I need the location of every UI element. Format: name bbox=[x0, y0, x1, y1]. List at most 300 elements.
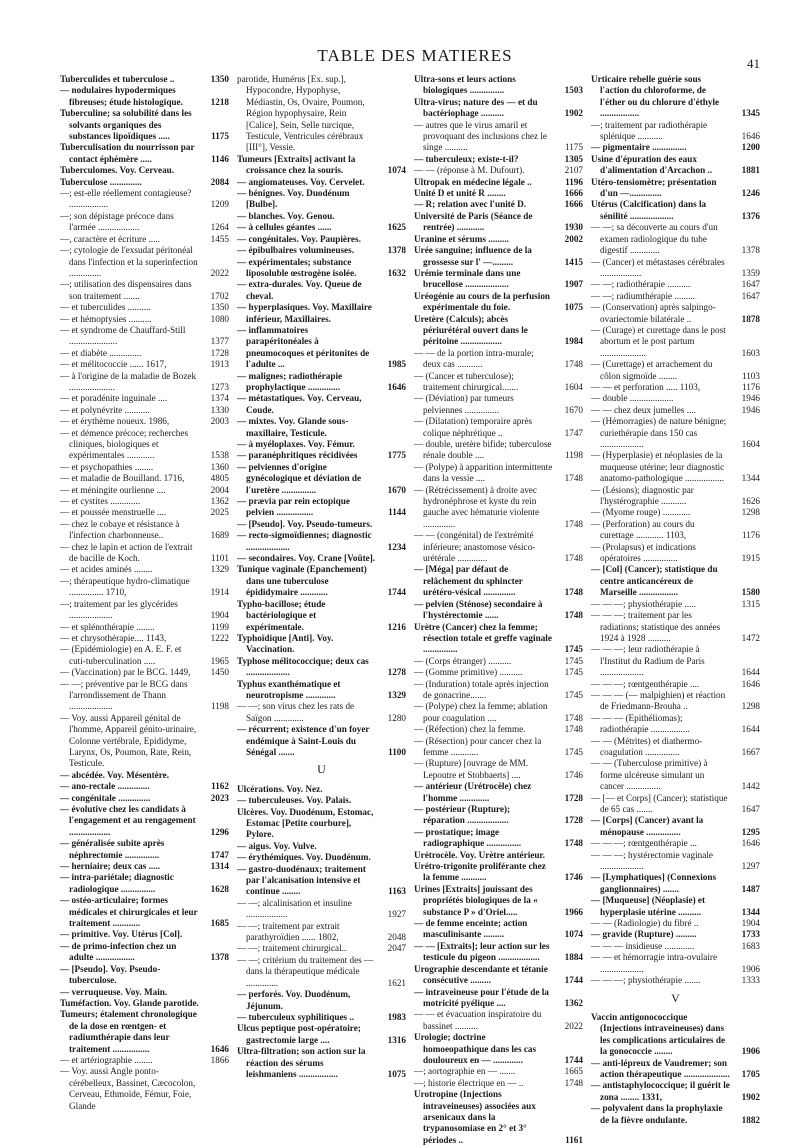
index-entry bbox=[237, 724, 406, 758]
entry-page: 1075 bbox=[387, 1068, 406, 1079]
index-entry bbox=[60, 929, 229, 940]
entry-page: 1298 bbox=[741, 701, 760, 712]
entry-page: 1646 bbox=[210, 1043, 229, 1054]
index-entry bbox=[237, 371, 406, 394]
section-letter: V bbox=[671, 990, 680, 1005]
index-entry bbox=[237, 177, 406, 188]
entry-page: 1305 bbox=[564, 153, 583, 164]
index-entry bbox=[414, 964, 583, 987]
entry-page: 1280 bbox=[387, 712, 406, 723]
entry-text: Ulcérations. Voy. Nez. bbox=[237, 783, 323, 794]
index-entry bbox=[60, 177, 229, 188]
entry-page: 1902 bbox=[741, 1091, 760, 1102]
entry-text: Utéro-tensiomètre; présentation d'un —.............. bbox=[591, 176, 717, 199]
entry-text: — gravide (Rupture) ......... bbox=[591, 929, 697, 940]
index-entry bbox=[591, 416, 760, 450]
entry-text: Urémie terminale dans une brucellose ................... bbox=[414, 267, 521, 290]
index-entry bbox=[414, 439, 583, 462]
entry-text: — (Rupture) [ouvrage de MM. Lepoutre et Stobbaerts] .... bbox=[414, 758, 529, 780]
entry-text: — (Curettage) et arrachement du côlon sigmoïde ........ bbox=[591, 359, 713, 381]
entry-text: Ultra-virus; nature des — et du bactériophage .......... bbox=[414, 96, 538, 119]
index-entry bbox=[60, 393, 229, 404]
index-entry bbox=[414, 622, 583, 656]
index-entry bbox=[414, 701, 583, 724]
index-entry bbox=[414, 177, 583, 188]
index-entry bbox=[60, 234, 229, 245]
entry-page: 1984 bbox=[564, 336, 583, 347]
index-entry bbox=[60, 838, 229, 861]
index-entry bbox=[591, 302, 760, 325]
entry-text: —; aortographie en — ....... bbox=[414, 1066, 516, 1077]
index-entry bbox=[60, 941, 229, 964]
entry-text: — [Lymphatiques] (Connexions ganglionnaires) ....... bbox=[591, 872, 717, 894]
entry-page: 2003 bbox=[210, 416, 229, 427]
entry-page: 1702 bbox=[210, 290, 229, 301]
index-entry bbox=[237, 943, 406, 954]
entry-text: — prostatique; image radiographique ............... bbox=[414, 826, 522, 849]
index-entry bbox=[414, 804, 583, 827]
entry-page: 1316 bbox=[387, 1034, 406, 1045]
entry-text: — secondaires. Voy. Crane [Voûte]. bbox=[237, 553, 376, 564]
index-entry bbox=[237, 279, 406, 302]
entry-page: 1647 bbox=[741, 804, 760, 814]
index-entry bbox=[414, 1032, 583, 1066]
index-entry bbox=[237, 599, 406, 633]
entry-text: Usine d'épuration des eaux d'alimentation d'Arcachon .. bbox=[591, 153, 713, 176]
index-entry bbox=[414, 1009, 583, 1032]
index-entry bbox=[60, 462, 229, 473]
index-entry bbox=[591, 952, 760, 975]
entry-page: 1748 bbox=[564, 838, 583, 849]
entry-text: — à cellules géantes ...... bbox=[237, 222, 332, 233]
index-entry bbox=[237, 679, 406, 702]
entry-text: — — (Tuberculose primitive) à forme ulcéreuse simulant un cancer ............... bbox=[591, 758, 708, 792]
entry-page: 1472 bbox=[741, 632, 760, 643]
entry-text: — [Méga] par défaut de relâchement du sphincter urétéro-vésical .............. bbox=[414, 564, 523, 598]
entry-text: Tuberculine; sa solubilité dans les solvants organiques des substances lipoïdiques ..... bbox=[60, 108, 192, 142]
entry-text: Urétrocèle. Voy. Urètre antérieur. bbox=[414, 849, 545, 860]
entry-text: — (Induration) totale après injection de gonacrine....... bbox=[414, 678, 549, 700]
index-entry bbox=[237, 245, 406, 256]
index-entry bbox=[414, 736, 583, 759]
entry-text: — Voy. aussi Appareil génital de l'homme, Appareil génito-urinaire, Colonne vertébrale, Epididyme, Larynx, Os, Poumon, Rate, Rein, Testicule. bbox=[60, 712, 197, 769]
index-entry bbox=[414, 211, 583, 234]
index-entry bbox=[414, 371, 583, 394]
index-entry bbox=[591, 142, 760, 153]
entry-text: — — et hémorragie intra-ovulaire ................... bbox=[591, 952, 718, 974]
entry-page: 1603 bbox=[741, 347, 760, 358]
entry-text: — extra-durales. Voy. Queue de cheval. bbox=[237, 279, 362, 301]
entry-page: 1744 bbox=[387, 587, 406, 598]
index-entry bbox=[237, 807, 406, 841]
entry-text: — métastatiques. Voy. Cerveau, Coude. bbox=[237, 393, 362, 415]
index-entry bbox=[591, 1012, 760, 1058]
entry-text: — et hémoptysies .......... bbox=[60, 313, 152, 324]
entry-page: 1100 bbox=[388, 746, 406, 757]
entry-text: Urétro-trigonite proliférante chez la femme ........... bbox=[414, 861, 546, 883]
entry-page: 1209 bbox=[210, 199, 229, 210]
entry-text: — double ................... bbox=[591, 393, 674, 404]
entry-text: — inflammatoires parapéritonéales à pneumocoques et péritonites de l'adulte ... bbox=[237, 324, 370, 370]
index-entry bbox=[60, 245, 229, 279]
index-entry bbox=[60, 987, 229, 998]
entry-page: 1360 bbox=[210, 461, 229, 472]
index-entry bbox=[414, 1078, 583, 1089]
entry-text: — R; relation avec l'unité D. bbox=[414, 199, 527, 210]
entry-page: 1198 bbox=[210, 701, 229, 712]
index-entry bbox=[591, 895, 760, 918]
entry-text: — et cystites ............. bbox=[60, 496, 141, 507]
entry-page: 1329 bbox=[387, 689, 406, 700]
entry-text: — (Curage) et curettage dans le post abortum et le post partum .................... bbox=[591, 324, 726, 358]
entry-text: — (Gomme primitive) .......... bbox=[414, 667, 523, 678]
entry-text: — (Myome rouge) ............ bbox=[591, 507, 691, 518]
index-entry bbox=[237, 188, 406, 211]
entry-text: — et polynévrite ........... bbox=[60, 404, 150, 415]
entry-page: 1628 bbox=[210, 883, 229, 894]
index-entry bbox=[414, 599, 583, 622]
index-entry bbox=[237, 701, 406, 724]
entry-page: 1748 bbox=[564, 724, 583, 735]
index-entry bbox=[237, 898, 406, 921]
entry-page: 1161 bbox=[565, 1134, 583, 1145]
entry-text: — et syndrome de Chauffard-Still ..................... bbox=[60, 324, 186, 347]
index-entry bbox=[414, 530, 583, 564]
index-entry bbox=[60, 359, 229, 370]
entry-page: 1745 bbox=[564, 667, 583, 678]
page-header bbox=[70, 34, 760, 71]
index-entry bbox=[237, 955, 406, 989]
entry-page: 1748 bbox=[564, 1077, 583, 1088]
page-title: TABLE DES MATIERES bbox=[317, 46, 513, 65]
index-entry bbox=[237, 795, 406, 806]
entry-page: 1198 bbox=[564, 450, 583, 461]
index-entry bbox=[414, 314, 583, 348]
entry-text: Typhose mélitococcique; deux cas ................... bbox=[237, 655, 369, 678]
entry-text: Urticaire rebelle guérie sous l'action du chloroforme, de l'éther ou du chlorure d'éthyle ................. bbox=[591, 74, 720, 119]
entry-page: 1344 bbox=[741, 473, 760, 484]
entry-page: 1882 bbox=[741, 1114, 760, 1125]
index-entry bbox=[237, 211, 406, 222]
entry-page: 1644 bbox=[741, 724, 760, 735]
entry-text: — perforés. Voy. Duodénum, Jéjunum. bbox=[237, 989, 351, 1011]
index-entry bbox=[591, 485, 760, 508]
entry-page: 1350 bbox=[210, 74, 229, 84]
entry-text: — ano-rectale .............. bbox=[60, 781, 150, 792]
entry-text: — —; traitement chirurgical.. bbox=[237, 943, 347, 954]
index-entry bbox=[414, 861, 583, 884]
index-entry bbox=[60, 211, 229, 234]
entry-text: — prævia par rein ectopique pelvien ................ bbox=[237, 496, 350, 518]
entry-page: 1748 bbox=[564, 553, 583, 564]
index-entry bbox=[237, 74, 406, 154]
entry-page: 1455 bbox=[210, 233, 229, 244]
index-entry bbox=[591, 1058, 760, 1081]
entry-text: — — — (Epithéliomas); radiothérapie ................. bbox=[591, 712, 690, 735]
entry-text: Typhoïdique [Anti]. Voy. Vaccination. bbox=[237, 632, 334, 655]
entry-text: — et chrysothérapie.... 1143, bbox=[60, 632, 167, 643]
entry-text: Tuberculomes. Voy. Cerveau. bbox=[60, 165, 175, 176]
index-entry bbox=[414, 1066, 583, 1077]
entry-page: 1374 bbox=[210, 393, 229, 404]
index-entry bbox=[414, 667, 583, 678]
index-entry bbox=[591, 850, 760, 873]
index-entry bbox=[60, 1066, 229, 1112]
entry-text: Tuberculides et tuberculose .. bbox=[60, 74, 175, 84]
entry-page: 1103 bbox=[741, 370, 760, 381]
entry-text: — herniaire; deux cas ..... bbox=[60, 861, 161, 872]
entry-page: 1667 bbox=[741, 746, 760, 757]
index-entry bbox=[591, 74, 760, 120]
entry-page: 1442 bbox=[741, 781, 760, 792]
entry-page: 1632 bbox=[387, 267, 406, 278]
entry-text: — double, uretère bifide; tuberculose rénale double .... bbox=[414, 439, 552, 461]
index-entry bbox=[60, 770, 229, 781]
entry-page: 1878 bbox=[741, 313, 760, 324]
entry-page: 1906 bbox=[741, 1046, 760, 1057]
entry-text: Tumeurs [Extraits] activant la croissance chez la souris. bbox=[237, 153, 356, 176]
entry-page: 1775 bbox=[387, 450, 406, 461]
entry-text: —; historie électrique en — .. bbox=[414, 1077, 524, 1088]
entry-text: — aigus. Voy. Vulve. bbox=[237, 840, 317, 851]
entry-page: 1983 bbox=[387, 1011, 406, 1022]
entry-page: 1295 bbox=[741, 826, 760, 837]
entry-text: — et acides aminés ........ bbox=[60, 564, 153, 575]
entry-page: 1176 bbox=[741, 530, 760, 541]
entry-page: 1966 bbox=[564, 906, 583, 917]
entry-text: — — —; physiothérapie ....... bbox=[591, 975, 701, 986]
entry-text: — — et perforation ..... 1103, bbox=[591, 381, 701, 392]
entry-text: — — de la portion intra-murale; deux cas ........... bbox=[414, 347, 534, 370]
index-entry bbox=[414, 724, 583, 735]
entry-text: — et érythème noueux. 1986, bbox=[60, 416, 170, 427]
index-entry bbox=[237, 450, 406, 461]
entry-text: — érythémiques. Voy. Duodénum. bbox=[237, 852, 371, 863]
entry-page: 1329 bbox=[210, 564, 229, 575]
index-entry bbox=[591, 599, 760, 610]
entry-page: 1376 bbox=[741, 210, 760, 221]
index-entry bbox=[591, 758, 760, 792]
index-entry bbox=[414, 564, 583, 598]
entry-text: — — et évacuation inspiratoire du bassinet .......... bbox=[414, 1009, 542, 1031]
index-entry bbox=[414, 165, 583, 176]
index-entry bbox=[414, 884, 583, 918]
index-entry bbox=[414, 416, 583, 439]
entry-text: — et tuberculides .......... bbox=[60, 302, 151, 313]
entry-text: Tuberculisation du nourrisson par contact éphémère ..... bbox=[60, 142, 195, 164]
entry-page: 1647 bbox=[741, 279, 760, 290]
entry-page: 1665 bbox=[564, 1066, 583, 1077]
entry-text: — —; radiothérapie .......... bbox=[591, 279, 691, 290]
entry-text: Utérus (Calcification) dans la sénilité ................... bbox=[591, 199, 707, 221]
index-entry bbox=[414, 245, 583, 268]
entry-text: — Voy. aussi Angle ponto-cérébelleux, Bassinet, Cæcocolon, Cerveau, Ethmoïde, Fémur, Foie, Glande bbox=[60, 1066, 196, 1111]
entry-text: — gastro-duodénaux; traitement par l'alcanisation intensive et continue ........ bbox=[237, 863, 366, 897]
index-entry bbox=[60, 793, 229, 804]
index-entry bbox=[60, 679, 229, 713]
entry-text: — — —; hystérectomie vaginale ................... bbox=[591, 849, 713, 872]
entry-text: — paranéphritiques récidivées bbox=[237, 450, 358, 461]
index-entry bbox=[237, 1023, 406, 1046]
entry-text: — (Corps étranger) .......... bbox=[414, 655, 512, 666]
entry-page: 1913 bbox=[210, 359, 229, 370]
entry-text: — — —; rœntgenthérapie ... bbox=[591, 838, 697, 849]
index-entry bbox=[60, 188, 229, 211]
index-entry bbox=[591, 279, 760, 290]
entry-page: 1580 bbox=[741, 587, 760, 598]
entry-text: — [Muqueuse] (Néoplasie) et hyperplasie utérine .......... bbox=[591, 895, 706, 917]
entry-page: 1744 bbox=[564, 975, 583, 986]
index-entry bbox=[414, 234, 583, 245]
entry-text: — blanches. Voy. Genou. bbox=[237, 210, 335, 221]
entry-text: Uranine et sérums ......... bbox=[414, 233, 509, 244]
entry-text: — angiomateuses. Voy. Cervelet. bbox=[237, 176, 365, 187]
entry-text: —; son dépistage précoce dans l'armée .................. bbox=[60, 210, 174, 233]
entry-page: 1705 bbox=[741, 1068, 760, 1079]
index-entry bbox=[591, 450, 760, 484]
index-entry bbox=[60, 485, 229, 496]
entry-text: — —; radiumthérapie ......... bbox=[591, 290, 696, 301]
entry-text: — et artériographie ........ bbox=[60, 1054, 153, 1065]
entry-page: 1378 bbox=[210, 952, 229, 963]
index-entry bbox=[591, 382, 760, 393]
entry-text: — (Polype) à apparition intermittente dans la vessie .... bbox=[414, 461, 553, 484]
entry-text: — (Prolapsus) et indications opératoires ............... bbox=[591, 541, 696, 564]
entry-text: — et poussée menstruelle .... bbox=[60, 507, 167, 518]
entry-text: — (Rétrécissement) à droite avec hydronéphrose et kyste du rein gauche avec hématurie violente .............. bbox=[414, 484, 540, 529]
index-entry bbox=[237, 553, 406, 564]
index-entry bbox=[60, 895, 229, 929]
entry-text: Typhus exanthématique et neurotropisme ............. bbox=[237, 678, 341, 700]
index-entry bbox=[60, 371, 229, 394]
entry-text: — — (Métrites) et diathermo-coagulation ............... bbox=[591, 735, 703, 757]
index-entry bbox=[591, 177, 760, 200]
entry-text: — expérimentales; substance liposoluble œstrogène isolée. bbox=[237, 256, 357, 278]
entry-text: parotide, Humérus [Ex. sup.], Hypocondre, Hypophyse, Médiastin, Os, Ovaire, Poumon, Région hypophysaire, Rein [Calice], Sein, Selle turcique, Testicule, Ventricules cérébraux [III°], Vessie. bbox=[237, 74, 365, 153]
index-entry bbox=[414, 291, 583, 314]
entry-text: — congénitale .............. bbox=[60, 792, 151, 803]
index-entry bbox=[591, 815, 760, 838]
entry-page: 1881 bbox=[741, 165, 760, 176]
entry-text: — antérieur (Urétrocèle) chez l'homme ............. bbox=[414, 781, 532, 803]
entry-text: — recto-sigmoïdiennes; diagnostic ................... bbox=[237, 530, 372, 552]
index-column-1 bbox=[60, 74, 229, 1111]
entry-text: Ulcus peptique post-opératoire; gastrectomie large .... bbox=[237, 1023, 361, 1045]
index-entry bbox=[60, 622, 229, 633]
entry-text: — tuberculeux; existe-t-il? bbox=[414, 153, 519, 164]
entry-text: Vaccin antigonococcique (Injections intraveineuses) dans les complications articulaires de la gonococcie ........ bbox=[591, 1011, 726, 1057]
index-entry bbox=[591, 793, 760, 816]
index-entry bbox=[237, 439, 406, 450]
index-entry bbox=[414, 679, 583, 702]
section-letter: U bbox=[317, 762, 326, 777]
index-entry bbox=[60, 599, 229, 622]
index-entry bbox=[591, 1103, 760, 1126]
entry-text: — — —; physiothérapie ..... bbox=[591, 598, 696, 609]
index-entry bbox=[60, 644, 229, 667]
entry-page: 1745 bbox=[564, 655, 583, 666]
entry-text: —; traitement par radiothérapie splénique ........... bbox=[591, 119, 708, 142]
entry-text: — — — insidieuse ............. bbox=[591, 940, 695, 951]
entry-text: Urographie descendante et tétanie consécutive ......... bbox=[414, 963, 548, 986]
index-entry bbox=[60, 781, 229, 792]
entry-page: 1200 bbox=[741, 142, 760, 153]
index-entry bbox=[237, 222, 406, 233]
entry-page: 1074 bbox=[564, 929, 583, 940]
entry-text: — à myéloplaxes. Voy. Fémur. bbox=[237, 439, 355, 449]
entry-text: — tuberculeux syphilitiques .. bbox=[237, 1011, 354, 1022]
index-entry bbox=[60, 507, 229, 518]
entry-text: Tunique vaginale (Epanchement) dans une tuberculose épididymaire ............ bbox=[237, 564, 367, 598]
entry-text: Urines [Extraits] jouissant des propriétés biologiques de la « substance P » d'Oriel..... bbox=[414, 883, 538, 917]
entry-page: 1647 bbox=[741, 290, 760, 301]
entry-page: 1144 bbox=[388, 507, 406, 518]
entry-text: — —; son virus chez les rats de Saïgon ............. bbox=[237, 701, 355, 723]
index-entry bbox=[237, 633, 406, 656]
entry-text: — (Réfection) chez la femme. bbox=[414, 724, 526, 735]
index-entry bbox=[60, 85, 229, 108]
entry-page: 1296 bbox=[210, 826, 229, 837]
entry-page: 1646 bbox=[387, 381, 406, 392]
entry-text: — pelviennes d'origine gynécologique et déviation de l'uretère ............... bbox=[237, 461, 362, 495]
entry-page: 2107 bbox=[564, 165, 583, 176]
index-entry bbox=[60, 1009, 229, 1055]
entry-text: Université de Paris (Séance de rentrée) ............ bbox=[414, 210, 533, 233]
index-entry bbox=[414, 188, 583, 199]
entry-page: 1985 bbox=[387, 359, 406, 370]
entry-page: 1278 bbox=[387, 667, 406, 678]
entry-page: 1670 bbox=[387, 484, 406, 495]
index-entry bbox=[237, 462, 406, 496]
entry-page: 1216 bbox=[387, 621, 406, 632]
entry-page: 1670 bbox=[564, 404, 583, 415]
entry-page: 2047 bbox=[387, 943, 406, 954]
entry-text: — polyvalent dans la prophylaxie de la fièvre ondulante. bbox=[591, 1103, 723, 1125]
index-entry bbox=[591, 519, 760, 542]
entry-text: Tuméfaction. Voy. Glande parotide. bbox=[60, 997, 199, 1008]
entry-text: — pigmentaire ............... bbox=[591, 142, 687, 153]
entry-text: Ultra-sons et leurs actions biologiques ............... bbox=[414, 74, 516, 96]
entry-text: — (Hémorragies) de nature bénigne; curiethérapie dans 150 cas ................... bbox=[591, 416, 727, 449]
index-entry bbox=[60, 519, 229, 542]
index-entry bbox=[591, 291, 760, 302]
entry-page: 1748 bbox=[564, 712, 583, 723]
entry-text: — récurrent; existence d'un foyer endémique à Saint-Louis du Sénégal ....... bbox=[237, 724, 370, 757]
entry-text: Tuberculose .............. bbox=[60, 176, 142, 187]
index-entry bbox=[591, 872, 760, 895]
entry-page: 1745 bbox=[564, 746, 583, 757]
index-entry bbox=[591, 359, 760, 382]
index-entry bbox=[591, 713, 760, 736]
entry-text: — (Résection) pour cancer chez la femme ............ bbox=[414, 735, 542, 757]
index-entry bbox=[237, 989, 406, 1012]
entry-text: — pelvien (Sténose) secondaire à l'hystérectomie ...... bbox=[414, 598, 543, 621]
entry-text: Unité D et unité R ........ bbox=[414, 188, 506, 199]
entry-page: 1646 bbox=[741, 678, 760, 689]
entry-text: — (Conservation) après salpingo-ovariectomie bilatérale .. bbox=[591, 302, 716, 324]
index-entry bbox=[237, 784, 406, 795]
entry-page: 1218 bbox=[210, 96, 229, 107]
entry-text: — — [Extraits]; leur action sur les testicule du pigeon .................. bbox=[414, 940, 550, 963]
entry-page: 1927 bbox=[387, 909, 406, 920]
entry-page: 1746 bbox=[564, 769, 583, 780]
entry-text: — —; sa découverte au cours d'un examen radiologique du tube digestif ............. bbox=[591, 222, 718, 256]
entry-page: 1902 bbox=[564, 108, 583, 119]
entry-page: 1683 bbox=[741, 940, 760, 951]
index-entry bbox=[237, 257, 406, 280]
entry-page: 2022 bbox=[564, 1020, 583, 1031]
index-column-4 bbox=[591, 74, 760, 1125]
